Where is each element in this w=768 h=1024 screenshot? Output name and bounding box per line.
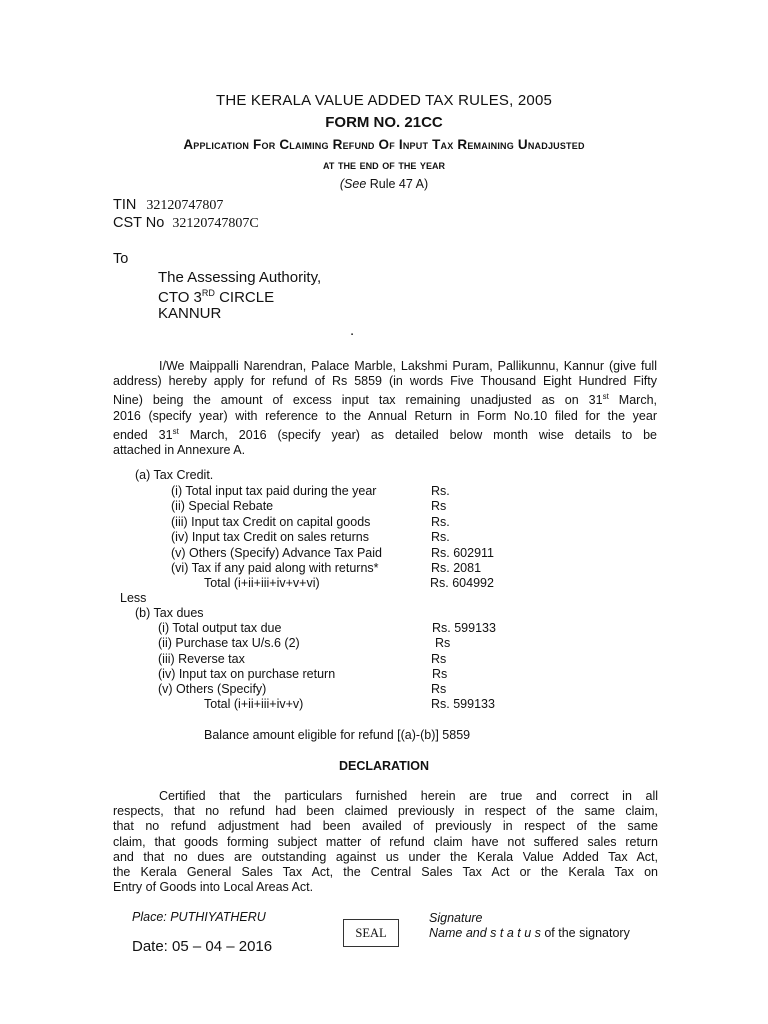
tax-credit-item-label: (vi) Tax if any paid along with returns*	[171, 561, 379, 575]
signature-label: Signature	[429, 911, 483, 925]
application-sup: st	[602, 392, 609, 402]
declaration-line: the Kerala General Sales Tax Act, the Central Sales Tax Act or the Kerala Tax on	[113, 865, 658, 880]
tax-dues-item-label: (v) Others (Specify)	[158, 682, 267, 696]
application-line	[113, 424, 657, 443]
balance-refund: Balance amount eligible for refund [(a)-(b)] 5859	[204, 728, 471, 742]
tax-dues-heading: (b) Tax dues	[135, 606, 204, 620]
cst-row	[113, 215, 259, 232]
tax-credit-heading: (a) Tax Credit.	[135, 468, 214, 482]
application-text: March, 2016 (specify year) as detailed below month wise details to be	[178, 428, 657, 443]
name-status-prefix: Name and	[429, 926, 491, 940]
declaration-line: that no refund adjustment had been availed of previously in respect of the same	[113, 819, 658, 834]
declaration-line: and that no dues are outstanding against us under the Kerala Value Added Tax Act,	[113, 849, 658, 864]
application-subtitle: at the end of the year	[323, 157, 445, 172]
application-paragraph	[113, 359, 657, 459]
cst-value: 32120747807C	[172, 216, 259, 231]
tax-credit-item-label: (v) Others (Specify) Advance Tax Paid	[171, 546, 382, 560]
application-line: 2016 (specify year) with reference to the Annual Return in Form No.10 filed for the year	[113, 408, 657, 423]
date-label: Date: 05 – 04 – 2016	[132, 938, 273, 955]
tax-credit-item-label: (iii) Input tax Credit on capital goods	[171, 515, 371, 529]
tax-dues-item-value: Rs	[431, 682, 447, 696]
application-sup: st	[172, 426, 179, 436]
declaration-heading: DECLARATION	[338, 759, 430, 773]
place-label: Place: PUTHIYATHERU	[132, 910, 266, 924]
tax-credit-item-label: (ii) Special Rebate	[171, 499, 274, 513]
declaration-line: respects, that no refund had been claimed previously in respect of the same claim,	[113, 804, 658, 819]
tax-credit-item-value: Rs. 2081	[431, 561, 482, 575]
tax-dues-item-value: Rs	[431, 652, 447, 666]
see-prefix: (See	[339, 177, 367, 191]
addressee-line2	[158, 288, 274, 306]
application-line: address) hereby apply for refund of Rs 5859 (in words Five Thousand Eight Hundred Fifty	[113, 374, 657, 389]
declaration-line: claim, that goods forming subject matter of refund claim have not suffered sales return	[113, 834, 658, 849]
application-text: ended 31	[113, 428, 173, 443]
tax-credit-item-label: (iv) Input tax Credit on sales returns	[171, 530, 369, 544]
addressee-line3: KANNUR	[158, 305, 222, 322]
tax-credit-item-value: Rs.	[431, 530, 450, 544]
form-number: FORM NO. 21CC	[325, 114, 443, 131]
tax-dues-total-label: Total (i+ii+iii+iv+v)	[204, 697, 304, 711]
less-label: Less	[120, 591, 147, 605]
tax-credit-total-label: Total (i+ii+iii+iv+v+vi)	[204, 576, 320, 590]
tin-label: TIN	[113, 197, 137, 213]
tin-row	[113, 197, 223, 214]
cst-label: CST No	[113, 215, 165, 231]
application-text: Nine) being the amount of excess input tax remaining unadjusted as on 31	[113, 393, 603, 408]
application-line: attached in Annexure A.	[113, 443, 246, 458]
tax-credit-item-value: Rs. 602911	[431, 546, 495, 560]
declaration-paragraph	[113, 789, 658, 895]
name-status-suffix: of the signatory	[540, 926, 630, 940]
tax-dues-item-label: (ii) Purchase tax U/s.6 (2)	[158, 636, 300, 650]
application-line	[113, 389, 657, 408]
tax-dues-total-value: Rs. 599133	[431, 697, 495, 711]
rule-reference	[0, 177, 768, 191]
tax-dues-item-value: Rs. 599133	[432, 621, 496, 635]
tax-dues-item-value: Rs	[432, 667, 448, 681]
name-status-label	[429, 926, 630, 940]
addressee-line2-prefix: CTO 3	[158, 289, 202, 306]
rule-text: Rule 47 A)	[366, 177, 429, 191]
application-line: I/We Maippalli Narendran, Palace Marble, Lakshmi Puram, Pallikunnu, Kannur (give full	[159, 359, 657, 373]
tax-credit-item-value: Rs.	[431, 515, 450, 529]
tax-dues-item-label: (iv) Input tax on purchase return	[158, 667, 336, 681]
addressee-dot: .	[350, 322, 355, 339]
addressee-line2-sup: RD	[201, 288, 215, 298]
to-label: To	[113, 251, 129, 267]
tax-dues-item-label: (iii) Reverse tax	[158, 652, 245, 666]
rules-title: THE KERALA VALUE ADDED TAX RULES, 2005	[215, 92, 553, 109]
seal-box: SEAL	[343, 919, 399, 947]
tax-credit-item-value: Rs.	[431, 484, 450, 498]
application-title: Application For Claiming Refund Of Input Tax Remaining Unadjusted	[183, 137, 585, 152]
tax-dues-item-label: (i) Total output tax due	[158, 621, 282, 635]
declaration-line: Certified that the particulars furnished herein are true and correct in all	[159, 789, 658, 803]
declaration-line: Entry of Goods into Local Areas Act.	[113, 880, 314, 895]
addressee-line2-suffix: CIRCLE	[214, 289, 275, 306]
name-status-spaced: s t a t u s	[490, 926, 541, 940]
addressee-line1: The Assessing Authority,	[158, 269, 322, 286]
tax-credit-item-label: (i) Total input tax paid during the year	[171, 484, 377, 498]
application-text: March,	[608, 393, 657, 408]
tax-credit-item-value: Rs	[431, 499, 447, 513]
tax-credit-total-value: Rs. 604992	[430, 576, 494, 590]
tin-value: 32120747807	[146, 198, 224, 213]
tax-dues-item-value: Rs	[435, 636, 451, 650]
